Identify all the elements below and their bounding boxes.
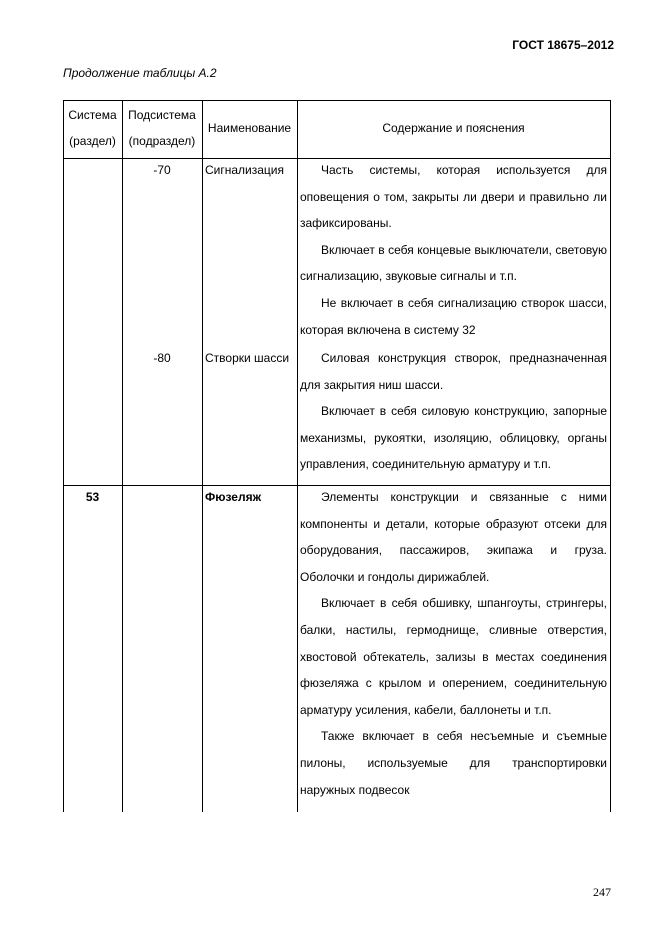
column-divider: [122, 100, 123, 812]
table-caption: Продолжение таблицы А.2: [63, 66, 217, 80]
document-code: ГОСТ 18675–2012: [512, 38, 614, 52]
row2-name: Створки шасси: [205, 351, 290, 365]
row2-content: [300, 345, 607, 478]
column-divider: [297, 100, 298, 812]
row2-paragraph: Включает в себя силовую конструкцию, запорные механизмы, рукоятки, изоляцию, облицовку, органы управления, соединительную арматуру и т.п.: [300, 404, 607, 472]
header-name: Наименование: [207, 121, 292, 135]
header-subsystem-line2: (подраздел): [128, 134, 196, 148]
row2-paragraph: Силовая конструкция створок, предназначенная для закрытия ниш шасси.: [300, 351, 607, 392]
page-number: 247: [593, 885, 611, 899]
row3-system: 53: [85, 490, 100, 504]
row1-content: [300, 157, 607, 343]
row2-subsystem: -80: [153, 351, 171, 365]
row3-paragraph: Включает в себя обшивку, шпангоуты, стрингеры, балки, настилы, гермоднище, сливные отверстия, хвостовой обтекатель, зализы в местах соединения фюзеляжа с крылом и оперением, соединительную арматуру усиления, кабели, баллонеты и т.п.: [300, 596, 607, 717]
row1-subsystem: -70: [153, 163, 171, 177]
table-left-border: [63, 100, 64, 812]
header-system: [63, 102, 122, 154]
row1-paragraph: Часть системы, которая используется для оповещения о том, закрыты ли двери и правильно ли зафиксированы.: [300, 163, 607, 231]
row3-name: Фюзеляж: [205, 490, 262, 504]
row1-paragraph: Не включает в себя сигнализацию створок шасси, которая включена в систему 32: [300, 295, 607, 337]
header-content: Содержание и пояснения: [382, 121, 525, 135]
table-right-border: [610, 100, 611, 812]
row1-name: Сигнализация: [205, 163, 285, 177]
header-subsystem-line1: Подсистема: [128, 108, 196, 122]
row3-content: [300, 484, 607, 803]
row1-paragraph: Включает в себя концевые выключатели, световую сигнализацию, звуковые сигналы и т.п.: [300, 242, 607, 284]
row3-paragraph: Также включает в себя несъемные и съемные пилоны, используемые для транспортировки наружных подвесок: [300, 729, 607, 797]
table-top-border: [63, 100, 611, 101]
column-divider: [202, 100, 203, 812]
data-table: [63, 100, 611, 812]
row3-paragraph: Элементы конструкции и связанные с ними компоненты и детали, которые образуют отсеки для оборудования, пассажиров, экипажа и груза. Оболочки и гондолы дирижаблей.: [300, 490, 607, 584]
header-system-line1: Система: [68, 108, 117, 122]
header-subsystem: [122, 102, 202, 154]
header-system-line2: (раздел): [69, 134, 116, 148]
